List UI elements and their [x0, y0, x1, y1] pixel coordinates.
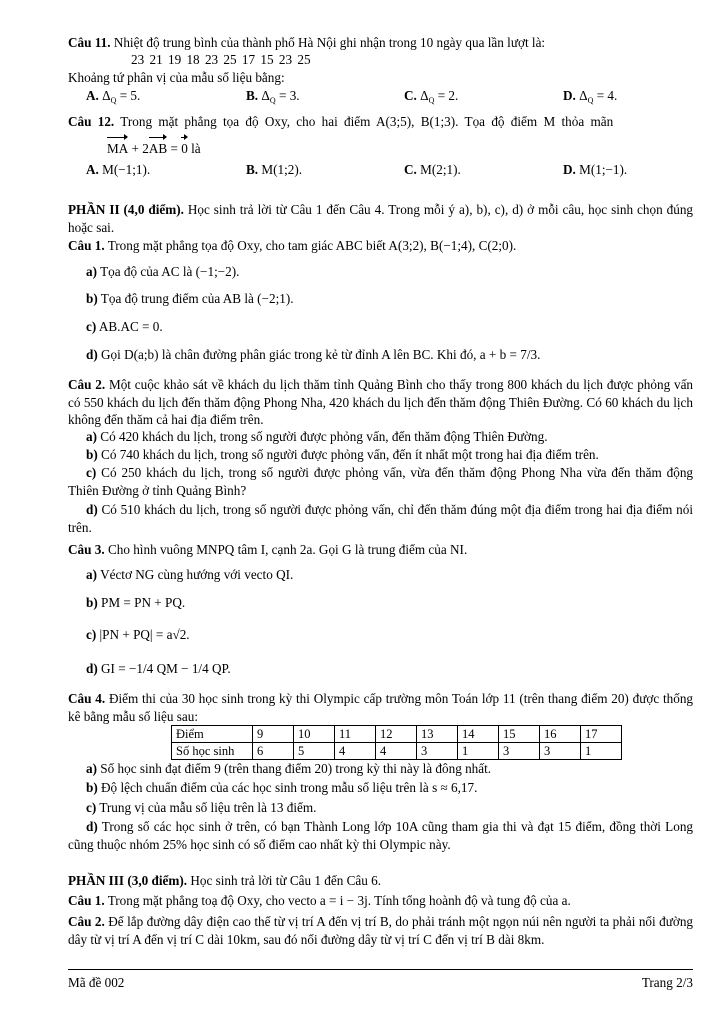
- footer-code: Mã đề 002: [68, 975, 125, 990]
- p2-c3-c[interactable]: c) |PN + PQ| = a√2.: [86, 627, 190, 642]
- part2-header: [68, 201, 693, 236]
- part3-intro: Học sinh trả lời từ Câu 1 đến Câu 6.: [190, 873, 382, 888]
- p2-c1-b[interactable]: b) Tọa độ trung điểm của AB là (−2;1).: [86, 291, 294, 306]
- score-cell: 13: [417, 726, 458, 743]
- p2-c4-a[interactable]: a) Số học sinh đạt điểm 9 (trên thang điểm 20) trong kỳ thi này là đông nhất.: [86, 761, 492, 776]
- count-row: [172, 743, 622, 760]
- p2-c3-d[interactable]: d) GI = −1/4 QM − 1/4 QP.: [86, 661, 231, 676]
- count-cell: 3: [540, 743, 581, 760]
- p2-c3-stem: [68, 541, 693, 559]
- score-table: [171, 725, 622, 760]
- part2-intro: Học sinh trả lời từ Câu 1 đến Câu 4. Trong mỗi ý a), b), c), d) ở mỗi câu, học sinh chọn đúng hoặc sai.: [68, 202, 694, 235]
- score-cell: 9: [253, 726, 294, 743]
- count-cell: 6: [253, 743, 294, 760]
- count-cell: 3: [499, 743, 540, 760]
- score-cell: 10: [294, 726, 335, 743]
- q12-option-b[interactable]: B. M(1;2).: [246, 162, 303, 177]
- q12-options: [68, 161, 693, 179]
- p2-c3-label: Câu 3.: [68, 542, 105, 557]
- q11-options: [68, 87, 693, 105]
- q11-text: Nhiệt độ trung bình của thành phố Hà Nội ghi nhận trong 10 ngày qua lần lượt là:: [113, 35, 546, 50]
- footer-divider: [68, 969, 693, 970]
- count-cell: 4: [376, 743, 417, 760]
- q11-stem: [68, 34, 693, 52]
- q12-option-c[interactable]: C. M(2;1).: [404, 162, 461, 177]
- q11-data: 23 21 19 18 23 25 17 15 23 25: [131, 52, 311, 67]
- p2-c2-label: Câu 2.: [68, 377, 106, 392]
- p2-c1-c[interactable]: c) AB.AC = 0.: [86, 319, 163, 334]
- p2-c1-label: Câu 1.: [68, 238, 105, 253]
- p3-c2-label: Câu 2.: [68, 914, 105, 929]
- footer-page: Trang 2/3: [641, 975, 693, 990]
- count-cell: 1: [581, 743, 622, 760]
- count-cell: 1: [458, 743, 499, 760]
- count-cell: 3: [417, 743, 458, 760]
- score-row: [172, 726, 622, 743]
- score-cell: 11: [335, 726, 376, 743]
- p2-c2-c[interactable]: c) Có 250 khách du lịch, trong số người được phỏng vấn, vừa đến thăm động Phong Nha vừa đến thăm động Thiên Đường ở tỉnh Quảng Bình?: [68, 465, 694, 498]
- score-header: Điểm: [172, 726, 253, 743]
- score-cell: 14: [458, 726, 499, 743]
- q12-stem: [68, 113, 693, 131]
- p2-c4-stem: [68, 690, 693, 725]
- p3-c2: [68, 913, 693, 948]
- score-cell: 15: [499, 726, 540, 743]
- count-cell: 5: [294, 743, 335, 760]
- q12-option-d[interactable]: D. M(1;−1).: [563, 162, 628, 177]
- p3-c2-text: Để lắp đường dây điện cao thế từ vị trí A đến vị trí B, do phải tránh một ngọn núi nên người ta phải nối đường dây từ vị trí A đến vị trí C dài 10km, sau đó nối đường dây từ vị trí C đến vị trí B dài 8km.: [68, 914, 694, 947]
- q11-option-a[interactable]: A. $\Delta_Q = 5$.: [86, 88, 141, 105]
- count-cell: 4: [335, 743, 376, 760]
- q11-option-b[interactable]: B. $\Delta_Q = 3$.: [246, 88, 300, 105]
- q11-prompt: Khoảng tứ phân vị của mẫu số liệu bằng:: [68, 70, 285, 85]
- part2-heading: PHẦN II (4,0 điểm).: [68, 202, 184, 217]
- p2-c2-b[interactable]: b) Có 740 khách du lịch, trong số người được phỏng vấn, đến ít nhất một trong hai địa điểm trên.: [86, 447, 599, 462]
- p2-c4-label: Câu 4.: [68, 691, 106, 706]
- p2-c3-b[interactable]: b) PM = PN + PQ.: [86, 595, 186, 610]
- count-header: Số học sinh: [172, 743, 253, 760]
- q11-option-d[interactable]: D. $\Delta_Q = 4$.: [563, 88, 618, 105]
- p2-c4-text: Điểm thi của 30 học sinh trong kỳ thi Olympic cấp trường môn Toán lớp 11 (trên thang điểm 20) được thống kê bằng mẫu số liệu sau:: [68, 691, 694, 724]
- p3-c1-text: Trong mặt phẳng toạ độ Oxy, cho vecto a = i − 3j. Tính tổng hoành độ và tung độ của a.: [107, 893, 571, 908]
- score-cell: 16: [540, 726, 581, 743]
- part3-header: [68, 872, 693, 890]
- p2-c2-a[interactable]: a) Có 420 khách du lịch, trong số người được phỏng vấn, đến thăm động Thiên Đường.: [86, 429, 548, 444]
- p2-c2-d[interactable]: d) Có 510 khách du lịch, trong số người được phỏng vấn, chỉ đến thăm đúng một địa điểm trong hai địa điểm nói trên.: [68, 502, 694, 535]
- q11-label: Câu 11.: [68, 35, 111, 50]
- p2-c4-b[interactable]: b) Độ lệch chuẩn điểm của các học sinh trong mẫu số liệu trên là s ≈ 6,17.: [86, 780, 478, 795]
- p2-c1-stem: [68, 237, 693, 255]
- q12-condition-suffix: là: [191, 141, 201, 156]
- q11-option-c[interactable]: C. $\Delta_Q = 2$.: [404, 88, 459, 105]
- p2-c1-a[interactable]: a) Tọa độ của AC là (−1;−2).: [86, 264, 240, 279]
- q12-option-a[interactable]: A. M(−1;1).: [86, 162, 151, 177]
- p2-c1-d[interactable]: d) Gọi D(a;b) là chân đường phân giác trong kẻ từ đỉnh A lên BC. Khi đó, a + b = 7/3.: [86, 347, 541, 362]
- p2-c2-text: Một cuộc khảo sát về khách du lịch thăm tỉnh Quảng Bình cho thấy trong 800 khách du lịch được phỏng vấn có 550 khách du lịch đến thăm động Phong Nha, 420 khách du lịch đến thăm động Thiên Đường. Có 60 khách du lịch không đến thăm cả hai địa điểm trên.: [68, 377, 694, 427]
- p3-c1-label: Câu 1.: [68, 893, 105, 908]
- part3-heading: PHẦN III (3,0 điểm).: [68, 873, 188, 888]
- p3-c1: [68, 892, 693, 910]
- q12-label: Câu 12.: [68, 114, 115, 129]
- q12-text: Trong mặt phẳng tọa độ Oxy, cho hai điểm A(3;5), B(1;3). Tọa độ điểm M thỏa mãn: [120, 114, 614, 129]
- p2-c2-stem: [68, 376, 693, 429]
- p2-c4-c[interactable]: c) Trung vị của mẫu số liệu trên là 13 điểm.: [86, 800, 317, 815]
- p2-c3-text: Cho hình vuông MNPQ tâm I, cạnh 2a. Gọi G là trung điểm của NI.: [107, 542, 468, 557]
- p2-c3-a[interactable]: a) Véctơ NG cùng hướng với vecto QI.: [86, 567, 294, 582]
- q12-condition: MA + 2AB = 0 là: [107, 141, 201, 156]
- score-cell: 17: [581, 726, 622, 743]
- p2-c4-d[interactable]: d) Trong số các học sinh ở trên, có bạn Thành Long lớp 10A cũng tham gia thi và đạt 15 điểm, đồng thời Long cũng thuộc nhóm 25% học sinh có số điểm cao nhất kỳ thi Olympic này.: [68, 819, 694, 852]
- p2-c1-text: Trong mặt phẳng tọa độ Oxy, cho tam giác ABC biết A(3;2), B(−1;4), C(2;0).: [107, 238, 517, 253]
- score-cell: 12: [376, 726, 417, 743]
